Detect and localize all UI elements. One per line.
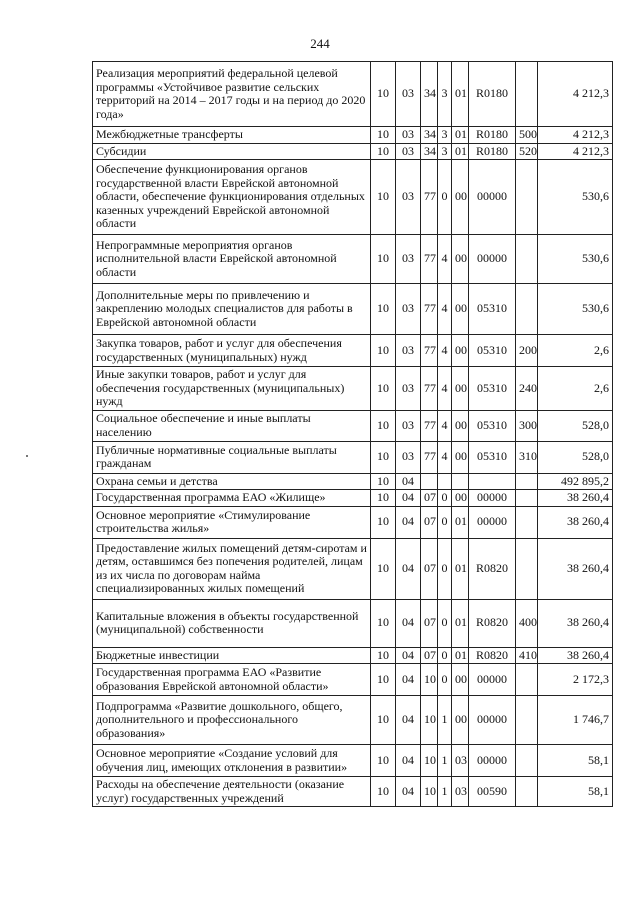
row-name: Обеспечение функционирования органов государственной власти Еврейской автономной области, обеспечение функционирования отдельных казенных учреждений Еврейской автономной области [93,160,371,235]
table-row [93,127,613,144]
table-row [93,441,613,473]
subprogram-code: 0 [438,664,452,696]
section-code: 10 [371,490,396,507]
direction-code: R0180 [469,62,516,127]
section-code: 10 [371,62,396,127]
amount: 1 746,7 [538,696,613,745]
subprogram-code: 4 [438,335,452,367]
section-code: 10 [371,647,396,664]
row-name: Дополнительные меры по привлечению и закреплению молодых специалистов для работы в Еврейской автономной области [93,284,371,335]
table-row [93,777,613,807]
event-code: 00 [452,410,469,441]
subsection-code: 04 [396,745,421,777]
row-name: Капитальные вложения в объекты государственной (муниципальной) собственности [93,599,371,647]
program-code: 07 [421,538,438,599]
direction-code: 05310 [469,335,516,367]
amount: 38 260,4 [538,599,613,647]
amount: 58,1 [538,745,613,777]
subprogram-code: 0 [438,647,452,664]
subprogram-code: 3 [438,62,452,127]
event-code: 01 [452,599,469,647]
table-row [93,538,613,599]
expense-type-code [516,284,538,335]
subsection-code: 04 [396,538,421,599]
subsection-code: 04 [396,599,421,647]
event-code: 03 [452,777,469,807]
program-code: 10 [421,696,438,745]
subsection-code: 03 [396,235,421,284]
direction-code: R0820 [469,647,516,664]
section-code: 10 [371,235,396,284]
direction-code: 00000 [469,160,516,235]
subsection-code: 04 [396,490,421,507]
expense-type-code [516,696,538,745]
subsection-code: 03 [396,441,421,473]
expense-type-code: 300 [516,410,538,441]
program-code: 10 [421,777,438,807]
direction-code: 00000 [469,506,516,538]
expense-type-code [516,745,538,777]
amount: 38 260,4 [538,647,613,664]
table-row [93,143,613,160]
row-name: Закупка товаров, работ и услуг для обеспечения государственных (муниципальных) нужд [93,335,371,367]
subsection-code: 03 [396,367,421,411]
direction-code: 05310 [469,410,516,441]
program-code: 77 [421,284,438,335]
expense-type-code: 400 [516,599,538,647]
subprogram-code: 3 [438,143,452,160]
direction-code: 00000 [469,745,516,777]
row-name: Реализация мероприятий федеральной целевой программы «Устойчивое развитие сельских территорий на 2014 – 2017 годы и на период до 2020 года» [93,62,371,127]
event-code: 00 [452,441,469,473]
amount: 2,6 [538,367,613,411]
amount: 530,6 [538,284,613,335]
program-code: 10 [421,745,438,777]
budget-table [92,61,613,807]
budget-rows [93,62,613,807]
direction-code: R0820 [469,538,516,599]
program-code: 77 [421,235,438,284]
program-code: 77 [421,410,438,441]
expense-type-code [516,506,538,538]
section-code: 10 [371,599,396,647]
table-row [93,410,613,441]
expense-type-code [516,777,538,807]
amount: 530,6 [538,160,613,235]
direction-code: 05310 [469,367,516,411]
program-code: 77 [421,367,438,411]
expense-type-code [516,490,538,507]
expense-type-code: 310 [516,441,538,473]
subsection-code: 03 [396,143,421,160]
event-code: 01 [452,647,469,664]
row-name: Публичные нормативные социальные выплаты гражданам [93,441,371,473]
direction-code: 00000 [469,664,516,696]
direction-code: R0820 [469,599,516,647]
table-row [93,335,613,367]
scan-speck [26,455,28,457]
subsection-code: 03 [396,62,421,127]
section-code: 10 [371,473,396,490]
program-code: 07 [421,506,438,538]
direction-code: 00000 [469,235,516,284]
subsection-code: 03 [396,284,421,335]
table-row [93,647,613,664]
row-name: Социальное обеспечение и иные выплаты населению [93,410,371,441]
amount: 58,1 [538,777,613,807]
expense-type-code [516,160,538,235]
section-code: 10 [371,745,396,777]
section-code: 10 [371,160,396,235]
subprogram-code: 0 [438,490,452,507]
section-code: 10 [371,410,396,441]
direction-code: 00000 [469,490,516,507]
event-code: 00 [452,490,469,507]
subsection-code: 03 [396,127,421,144]
expense-type-code [516,62,538,127]
expense-type-code [516,538,538,599]
subsection-code: 03 [396,160,421,235]
table-row [93,235,613,284]
direction-code [469,473,516,490]
program-code: 07 [421,599,438,647]
program-code: 07 [421,490,438,507]
amount: 38 260,4 [538,490,613,507]
section-code: 10 [371,538,396,599]
subprogram-code: 0 [438,160,452,235]
expense-type-code: 240 [516,367,538,411]
table-row [93,696,613,745]
table-row [93,506,613,538]
event-code: 03 [452,745,469,777]
section-code: 10 [371,441,396,473]
event-code: 01 [452,143,469,160]
subprogram-code: 4 [438,367,452,411]
row-name: Основное мероприятие «Стимулирование строительства жилья» [93,506,371,538]
section-code: 10 [371,664,396,696]
amount: 38 260,4 [538,506,613,538]
table-row [93,160,613,235]
event-code: 01 [452,62,469,127]
amount: 528,0 [538,410,613,441]
amount: 530,6 [538,235,613,284]
table-row [93,599,613,647]
section-code: 10 [371,143,396,160]
direction-code: 05310 [469,284,516,335]
section-code: 10 [371,284,396,335]
event-code: 00 [452,696,469,745]
amount: 4 212,3 [538,143,613,160]
event-code: 01 [452,127,469,144]
direction-code: 00000 [469,696,516,745]
subsection-code: 04 [396,664,421,696]
amount: 528,0 [538,441,613,473]
direction-code: R0180 [469,143,516,160]
program-code: 77 [421,335,438,367]
program-code [421,473,438,490]
row-name: Основное мероприятие «Создание условий для обучения лиц, имеющих отклонения в развитии» [93,745,371,777]
event-code: 01 [452,538,469,599]
row-name: Расходы на обеспечение деятельности (оказание услуг) государственных учреждений [93,777,371,807]
expense-type-code [516,235,538,284]
subprogram-code: 1 [438,696,452,745]
subsection-code: 04 [396,473,421,490]
amount: 2 172,3 [538,664,613,696]
program-code: 34 [421,127,438,144]
subprogram-code: 4 [438,441,452,473]
section-code: 10 [371,127,396,144]
section-code: 10 [371,777,396,807]
expense-type-code: 500 [516,127,538,144]
amount: 4 212,3 [538,62,613,127]
amount: 38 260,4 [538,538,613,599]
subprogram-code: 1 [438,745,452,777]
event-code: 00 [452,664,469,696]
table-row [93,62,613,127]
direction-code: R0180 [469,127,516,144]
subprogram-code: 4 [438,410,452,441]
direction-code: 05310 [469,441,516,473]
expense-type-code: 200 [516,335,538,367]
subprogram-code: 0 [438,538,452,599]
subprogram-code: 3 [438,127,452,144]
amount: 2,6 [538,335,613,367]
row-name: Государственная программа ЕАО «Жилище» [93,490,371,507]
subsection-code: 04 [396,647,421,664]
event-code: 00 [452,160,469,235]
subprogram-code: 4 [438,284,452,335]
amount: 4 212,3 [538,127,613,144]
event-code: 00 [452,335,469,367]
row-name: Охрана семьи и детства [93,473,371,490]
expense-type-code: 410 [516,647,538,664]
table-row [93,745,613,777]
section-code: 10 [371,367,396,411]
program-code: 34 [421,143,438,160]
table-row [93,367,613,411]
row-name: Подпрограмма «Развитие дошкольного, общего, дополнительного и профессионального образования» [93,696,371,745]
row-name: Государственная программа ЕАО «Развитие образования Еврейской автономной области» [93,664,371,696]
row-name: Предоставление жилых помещений детям-сиротам и детям, оставшимся без попечения родителей, лицам из их числа по договорам найма специализированных жилых помещений [93,538,371,599]
subsection-code: 04 [396,506,421,538]
table-row [93,664,613,696]
row-name: Межбюджетные трансферты [93,127,371,144]
subsection-code: 04 [396,777,421,807]
row-name: Субсидии [93,143,371,160]
subprogram-code: 4 [438,235,452,284]
program-code: 34 [421,62,438,127]
subprogram-code: 0 [438,506,452,538]
row-name: Иные закупки товаров, работ и услуг для обеспечения государственных (муниципальных) нужд [93,367,371,411]
table-row [93,284,613,335]
program-code: 77 [421,441,438,473]
program-code: 07 [421,647,438,664]
event-code: 01 [452,506,469,538]
subsection-code: 03 [396,335,421,367]
expense-type-code [516,664,538,696]
section-code: 10 [371,335,396,367]
event-code: 00 [452,367,469,411]
program-code: 10 [421,664,438,696]
section-code: 10 [371,696,396,745]
page-number: 244 [310,36,330,51]
direction-code: 00590 [469,777,516,807]
section-code: 10 [371,506,396,538]
expense-type-code: 520 [516,143,538,160]
subsection-code: 04 [396,696,421,745]
subsection-code: 03 [396,410,421,441]
amount: 492 895,2 [538,473,613,490]
table-row [93,490,613,507]
event-code: 00 [452,284,469,335]
expense-type-code [516,473,538,490]
table-row [93,473,613,490]
row-name: Бюджетные инвестиции [93,647,371,664]
program-code: 77 [421,160,438,235]
subprogram-code: 0 [438,599,452,647]
event-code: 00 [452,235,469,284]
event-code [452,473,469,490]
subprogram-code: 1 [438,777,452,807]
subprogram-code [438,473,452,490]
row-name: Непрограммные мероприятия органов исполнительной власти Еврейской автономной области [93,235,371,284]
